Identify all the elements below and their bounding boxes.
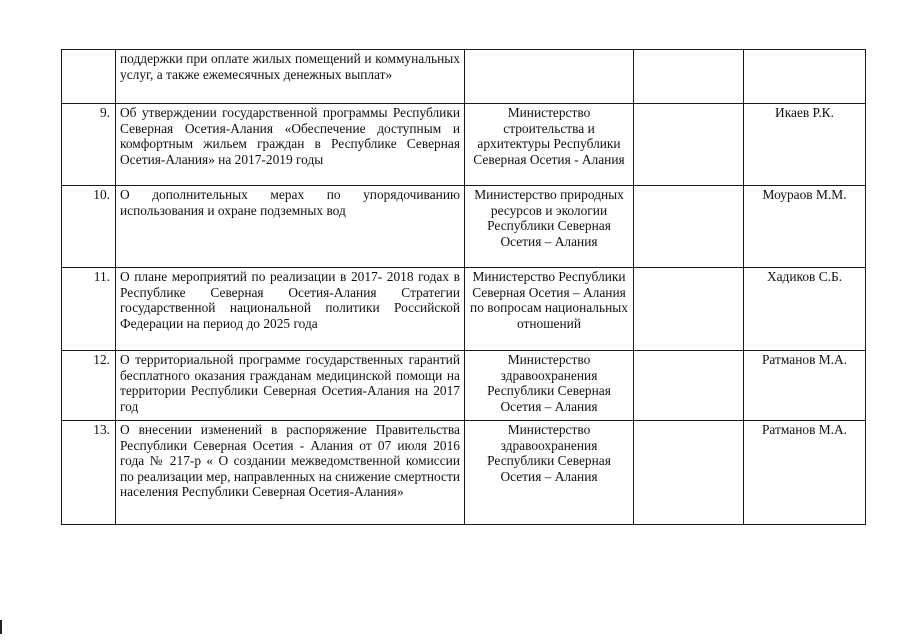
agenda-table: [61, 49, 866, 525]
responsible-ministry: [465, 50, 634, 104]
row-number: 10.: [62, 186, 116, 268]
responsible-ministry: Министерство здравоохранения Республики Северная Осетия – Алания: [465, 351, 634, 421]
responsible-person: Хадиков С.Б.: [744, 268, 866, 351]
date-cell: [634, 104, 744, 186]
responsible-person: Ратманов М.А.: [744, 351, 866, 421]
responsible-ministry: Министерство Республики Северная Осетия – Алания по вопросам национальных отношений: [465, 268, 634, 351]
responsible-ministry: Министерство природных ресурсов и экологии Республики Северная Осетия – Алания: [465, 186, 634, 268]
item-title: О дополнительных мерах по упорядочиванию использования и охране подземных вод: [116, 186, 465, 268]
row-number: 11.: [62, 268, 116, 351]
responsible-person: Моураов М.М.: [744, 186, 866, 268]
table-row: [62, 268, 866, 351]
table-row: [62, 186, 866, 268]
table-row: [62, 104, 866, 186]
responsible-person: Ратманов М.А.: [744, 421, 866, 525]
row-number: 13.: [62, 421, 116, 525]
item-title: поддержки при оплате жилых помещений и коммунальных услуг, а также ежемесячных денежных выплат»: [116, 50, 465, 104]
responsible-person: [744, 50, 866, 104]
table-row: [62, 50, 866, 104]
item-title: Об утверждении государственной программы Республики Северная Осетия-Алания «Обеспечение доступным и комфортным жильем граждан в Республике Северная Осетия-Алания» на 2017-2019 годы: [116, 104, 465, 186]
responsible-ministry: Министерство строительства и архитектуры Республики Северная Осетия - Алания: [465, 104, 634, 186]
date-cell: [634, 268, 744, 351]
date-cell: [634, 421, 744, 525]
date-cell: [634, 351, 744, 421]
table-row: [62, 351, 866, 421]
table-row: [62, 421, 866, 525]
scan-edge-mark: [0, 620, 2, 634]
row-number: [62, 50, 116, 104]
responsible-person: Икаев Р.К.: [744, 104, 866, 186]
item-title: О территориальной программе государственных гарантий бесплатного оказания гражданам медицинской помощи на территории Республики Северная Осетия-Алания на 2017 год: [116, 351, 465, 421]
date-cell: [634, 186, 744, 268]
responsible-ministry: Министерство здравоохранения Республики Северная Осетия – Алания: [465, 421, 634, 525]
date-cell: [634, 50, 744, 104]
item-title: О внесении изменений в распоряжение Правительства Республики Северная Осетия - Алания от 07 июля 2016 года № 217-р « О создании межведомственной комиссии по реализации мер, направленных на снижение смертности населения Республики Северная Осетия-Алания»: [116, 421, 465, 525]
row-number: 9.: [62, 104, 116, 186]
item-title: О плане мероприятий по реализации в 2017- 2018 годах в Республике Северная Осетия-Алания Стратегии государственной национальной политики Российской Федерации на период до 2025 года: [116, 268, 465, 351]
row-number: 12.: [62, 351, 116, 421]
